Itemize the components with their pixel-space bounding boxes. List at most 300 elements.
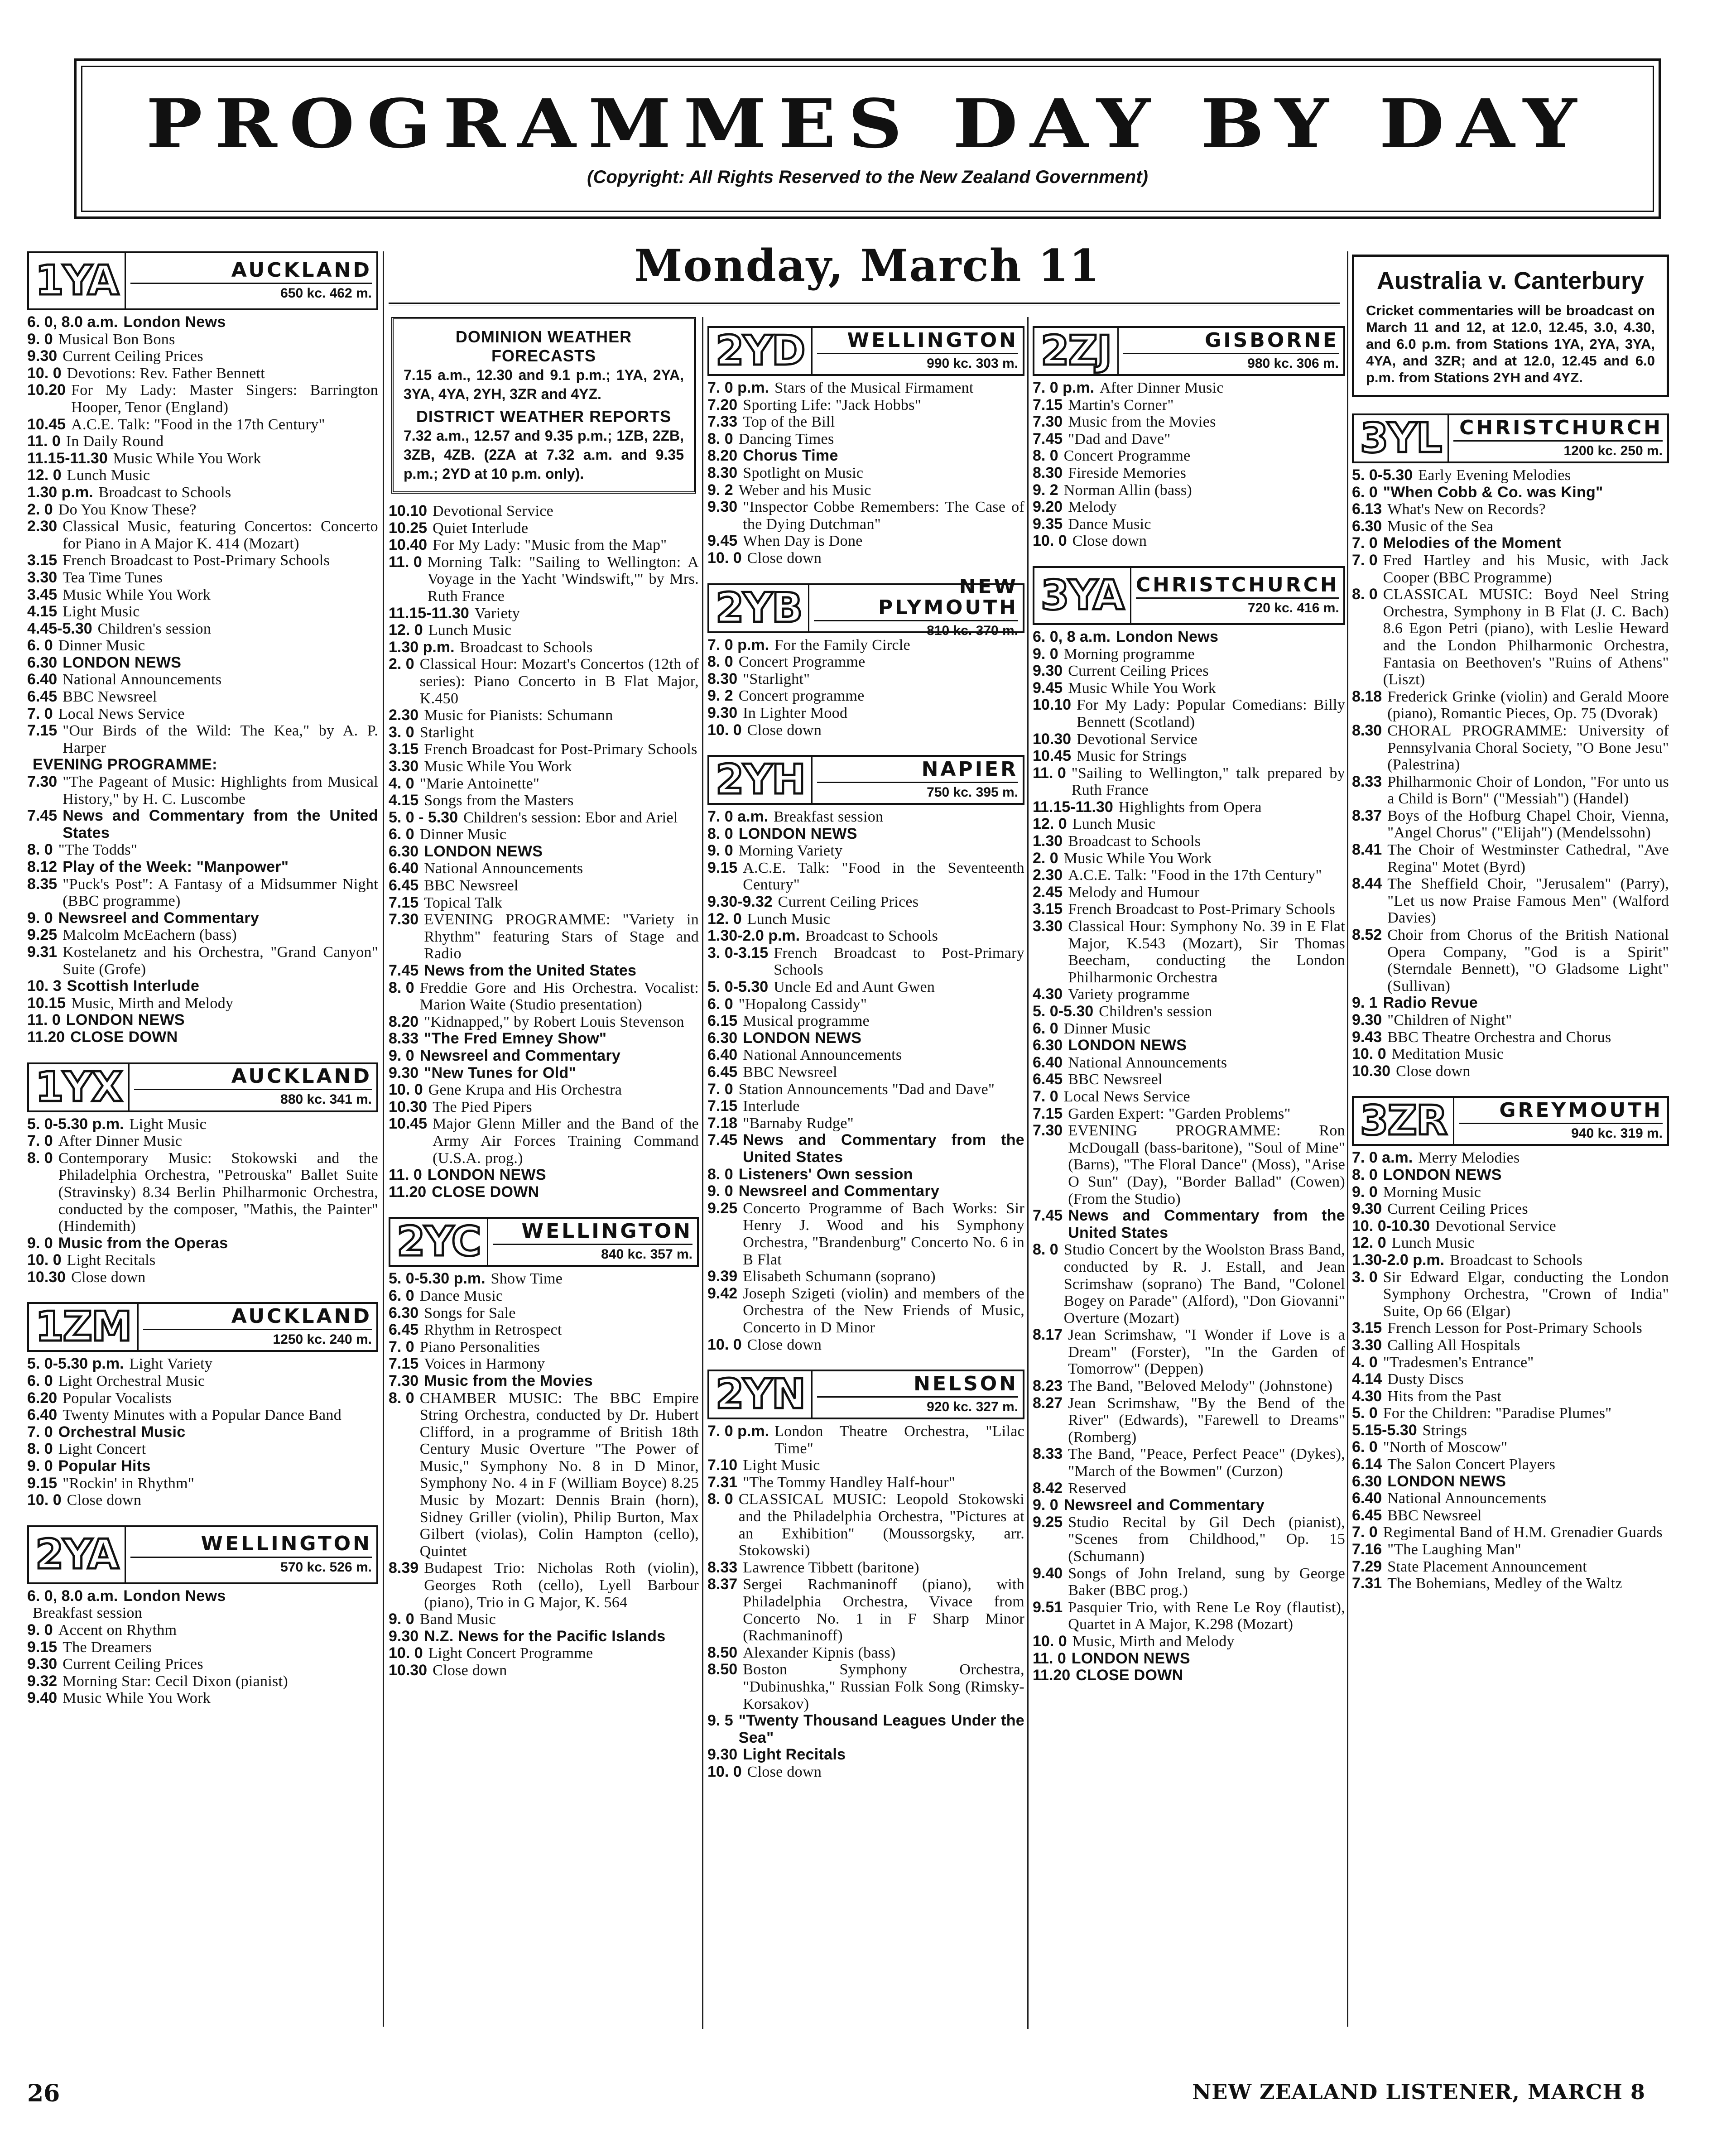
publication-footer: NEW ZEALAND LISTENER, MARCH 8 <box>1192 2080 1645 2104</box>
programme-time: 7.31 <box>1352 1575 1382 1592</box>
programme-entry <box>389 1305 699 1322</box>
programme-title: Concert programme <box>738 687 865 705</box>
programme-title: Devotional Service <box>1077 731 1198 748</box>
programme-time: 8. 0 <box>27 841 53 859</box>
programme-entry <box>27 841 378 859</box>
programme-entry <box>27 586 378 604</box>
programme-entry <box>27 1605 378 1622</box>
programme-title: Broadcast to Schools <box>460 639 593 656</box>
programme-title: Light Music <box>743 1457 820 1474</box>
programme-time: 9. 0 <box>27 1457 53 1475</box>
programme-title: French Broadcast to Post-Primary Schools <box>1068 901 1336 918</box>
programme-entry <box>389 503 699 520</box>
programme-entry <box>27 1012 378 1029</box>
programme-time: 10.30 <box>1033 730 1072 748</box>
programme-entry <box>707 1200 1024 1268</box>
programme-time: 6. 0, 8.0 a.m. <box>27 1587 118 1605</box>
programme-list <box>707 808 1024 1353</box>
programme-time: 7.15 <box>389 1355 419 1373</box>
programme-entry <box>707 397 1024 414</box>
programme-time: 6.30 <box>389 1304 419 1322</box>
programme-entry <box>1033 516 1345 533</box>
programme-title: Popular Vocalists <box>63 1389 172 1407</box>
programme-time: 10.10 <box>389 502 428 519</box>
programme-entry <box>389 809 699 827</box>
column-3 <box>707 326 1024 1781</box>
programme-time: 7. 0 a.m. <box>707 808 769 826</box>
programme-title: Radio Revue <box>1383 994 1478 1012</box>
programme-title: Jean Scrimshaw, "I Wonder if Love is a Dream" (Forster), "In the Garden of Tomorrow" (Deppen) <box>1068 1327 1345 1378</box>
programme-time: 5. 0-5.30 <box>707 978 769 996</box>
programme-entry <box>389 1339 699 1356</box>
masthead <box>74 58 1661 219</box>
programme-time: 12. 0 <box>389 621 423 639</box>
programme-title: Close down <box>433 1662 507 1679</box>
programme-entry <box>1033 748 1345 765</box>
programme-time: 7.16 <box>1352 1541 1382 1558</box>
programme-time: 10.10 <box>1033 696 1072 714</box>
programme-entry <box>1352 1558 1669 1576</box>
programme-title: LONDON NEWS <box>424 842 543 860</box>
programme-title: Weber and his Music <box>738 481 871 499</box>
programme-time: 6.20 <box>27 1389 58 1407</box>
programme-time: 6.40 <box>1033 1053 1063 1071</box>
programme-time: 9. 0 <box>707 1182 733 1200</box>
programme-title: Broadcast to Schools <box>1068 833 1201 850</box>
programme-entry <box>389 911 699 962</box>
programme-title: London News <box>123 313 226 331</box>
programme-entry <box>707 979 1024 996</box>
programme-title: A.C.E. Talk: "Food in the 17th Century" <box>71 416 325 433</box>
station-2ya <box>27 1525 378 1584</box>
station-frequency: 570 kc. 526 m. <box>130 1557 372 1576</box>
programme-time: 8.33 <box>707 1558 738 1576</box>
programme-time: 6.45 <box>389 877 419 894</box>
programme-title: Popular Hits <box>58 1457 151 1475</box>
callsign: 1ZM <box>29 1304 139 1350</box>
programme-time: 7.15 <box>707 1097 738 1115</box>
programme-time: 10. 0 <box>27 364 62 382</box>
programme-entry <box>1033 1071 1345 1088</box>
station-city: AUCKLAND <box>231 258 372 282</box>
programme-entry <box>389 1288 699 1305</box>
programme-time: 4. 0 <box>389 774 414 792</box>
station-city: CHRISTCHURCH <box>1135 573 1339 596</box>
programme-title: State Placement Announcement <box>1387 1558 1587 1575</box>
programme-time: 11.20 <box>1033 1667 1071 1684</box>
column-1 <box>27 251 378 1707</box>
programme-time: 10.25 <box>389 519 428 537</box>
programme-title: Light Recitals <box>743 1746 846 1764</box>
programme-time: 7.45 <box>389 962 419 980</box>
programme-title: "Sailing to Wellington," talk prepared by Ruth France <box>1071 764 1345 799</box>
programme-title: A.C.E. Talk: "Food in the Seventeenth Century" <box>743 859 1024 894</box>
programme-time: 7.15 <box>1033 396 1063 413</box>
programme-list <box>389 1270 699 1679</box>
programme-title: Meditation Music <box>1391 1046 1504 1063</box>
programme-time: 8. 0 <box>1352 1166 1378 1183</box>
programme-title: Morning Talk: "Sailing to Wellington: A Voyage in the Yacht 'Windswift,'" by Mrs. Ruth France <box>427 553 699 605</box>
programme-entry <box>389 877 699 894</box>
programme-title: Music While You Work <box>1068 679 1217 697</box>
station-frequency: 920 kc. 327 m. <box>817 1396 1018 1416</box>
programme-entry <box>27 1441 378 1458</box>
programme-time: 9.43 <box>1352 1028 1382 1046</box>
programme-title: Lawrence Tibbett (baritone) <box>743 1559 919 1576</box>
programme-entry <box>1033 901 1345 918</box>
programme-title: When Day is Done <box>743 533 863 550</box>
page-number: 26 <box>27 2080 60 2107</box>
programme-time: 9.15 <box>27 1474 58 1492</box>
programme-title: London Theatre Orchestra, "Lilac Time" <box>774 1423 1024 1457</box>
station-city: WELLINGTON <box>521 1219 692 1243</box>
station-2yb <box>707 575 1024 639</box>
programme-time: 2. 0 <box>1033 849 1058 867</box>
station-2yc <box>389 1217 699 1267</box>
programme-entry <box>707 705 1024 722</box>
programme-list <box>27 1355 378 1509</box>
programme-entry <box>1352 1405 1669 1422</box>
programme-title: Broadcast to Schools <box>805 928 938 945</box>
programme-entry <box>707 911 1024 928</box>
programme-title: CLOSE DOWN <box>70 1028 178 1046</box>
programme-title: Music While You Work <box>424 758 572 775</box>
programme-time: 11. 0 <box>389 1166 422 1184</box>
programme-entry <box>389 962 699 980</box>
programme-title: Light Music <box>129 1115 207 1133</box>
programme-title: Music from the Movies <box>1068 413 1216 431</box>
programme-title: Accent on Rhythm <box>58 1622 177 1639</box>
programme-time: 7.30 <box>389 1372 419 1389</box>
programme-time: 5. 0-5.30 p.m. <box>389 1270 486 1288</box>
programme-entry <box>389 758 699 775</box>
programme-entry <box>1352 807 1669 841</box>
programme-title: Breakfast session <box>774 808 884 826</box>
programme-title: Scottish Interlude <box>67 977 200 995</box>
programme-time: 6.30 <box>1352 1472 1382 1490</box>
programme-entry <box>27 1690 378 1707</box>
programme-title: Pasquier Trio, with Rene Le Roy (flautist), Quartet in A Major, K.298 (Mozart) <box>1068 1599 1345 1633</box>
programme-time: 9. 0 <box>389 1047 414 1064</box>
programme-time: 11.15-11.30 <box>27 449 108 467</box>
programme-entry <box>27 1622 378 1639</box>
programme-title: Concert Programme <box>1063 447 1191 465</box>
programme-entry <box>707 1644 1024 1662</box>
programme-title: Merry Melodies <box>1418 1149 1520 1167</box>
programme-entry <box>707 413 1024 431</box>
programme-entry <box>389 1014 699 1031</box>
programme-entry <box>27 671 378 688</box>
programme-time: 1.30 <box>1033 832 1063 850</box>
programme-title: Classical Hour: Symphony No. 39 in E Flat Major, K.543 (Mozart), Sir Thomas Beecham, conducting the London Philharmonic Orchestra <box>1068 918 1345 986</box>
programme-entry <box>1352 1439 1669 1456</box>
programme-time: 2.30 <box>389 707 419 724</box>
programme-entry <box>1352 484 1669 501</box>
programme-time: 9.30 <box>1033 662 1063 680</box>
programme-title: Band Music <box>419 1611 496 1628</box>
station-frequency: 1250 kc. 240 m. <box>143 1329 372 1348</box>
programme-title: Music While You Work <box>1063 850 1212 867</box>
programme-time: 7.10 <box>707 1456 738 1474</box>
programme-entry <box>389 1355 699 1373</box>
programme-entry <box>707 1081 1024 1098</box>
programme-time: 6.15 <box>707 1012 738 1030</box>
programme-title: Studio Concert by the Woolston Brass Band, conducted by R. J. Estall, and Jean Scrimshaw (soprano) The Band, "Colonel Bogey on Parade" (Alford), "Don Giovanni" Overture (Mozart) <box>1063 1241 1345 1327</box>
programme-entry <box>27 774 378 807</box>
programme-time: 7. 0 <box>1033 1087 1058 1105</box>
column-divider <box>702 317 703 2029</box>
programme-list <box>1352 1149 1669 1592</box>
programme-title: Voices in Harmony <box>424 1355 545 1373</box>
programme-title: CLASSICAL MUSIC: Boyd Neel String Orchestra, Symphony in B Flat (J. C. Bach) 8.6 Egon Petri (piano), with Leslie Heward and the London Philharmonic Orchestra, Fantasia on Beethoven's "Ruins of Athens" (Liszt) <box>1383 586 1669 688</box>
programme-list <box>1033 380 1345 550</box>
programme-time: 12. 0 <box>27 466 62 484</box>
callsign: 2YH <box>709 757 813 803</box>
programme-entry <box>1352 1235 1669 1252</box>
programme-time: 6.13 <box>1352 500 1382 518</box>
programme-title: Listeners' Own session <box>738 1165 913 1183</box>
station-frequency: 990 kc. 303 m. <box>817 353 1019 372</box>
programme-entry <box>1033 850 1345 867</box>
programme-title: Melody and Humour <box>1068 884 1200 901</box>
programme-title: CLOSE DOWN <box>1076 1667 1183 1684</box>
programme-title: Malcolm McEachern (bass) <box>63 927 237 944</box>
programme-time: 5. 0-5.30 <box>1352 466 1413 484</box>
callsign: 2ZJ <box>1034 328 1119 374</box>
programme-entry <box>1033 1054 1345 1072</box>
programme-title: Light Music <box>63 603 140 620</box>
programme-time: 8. 0 <box>707 1165 733 1183</box>
programme-entry <box>27 1458 378 1475</box>
programme-time: 6.45 <box>707 1063 738 1081</box>
programme-time: 12. 0 <box>707 910 742 928</box>
programme-time: 8.27 <box>1033 1394 1063 1412</box>
programme-title: "North of Moscow" <box>1383 1439 1508 1456</box>
programme-time: 5. 0-5.30 p.m. <box>27 1115 124 1133</box>
programme-title: "New Tunes for Old" <box>424 1064 576 1081</box>
programme-time: 8.52 <box>1352 926 1382 944</box>
programme-time: 10. 0 <box>1033 1632 1067 1650</box>
programme-time: 7.15 <box>27 722 58 740</box>
programme-time: 5. 0-5.30 p.m. <box>27 1355 124 1373</box>
programme-entry <box>707 826 1024 843</box>
programme-title: London News <box>1116 628 1219 645</box>
programme-time: 9.15 <box>27 1638 58 1656</box>
programme-list <box>707 637 1024 739</box>
programme-title: French Lesson for Post-Primary Schools <box>1387 1320 1643 1337</box>
programme-entry <box>389 1081 699 1099</box>
programme-entry <box>707 945 1024 979</box>
programme-time: 10.15 <box>27 994 66 1012</box>
programme-time: 8. 0 <box>707 1490 733 1508</box>
programme-entry <box>389 1065 699 1082</box>
programme-list <box>27 314 378 1046</box>
programme-time: 10. 0-10.30 <box>1352 1217 1430 1235</box>
programme-title: Kostelanetz and his Orchestra, "Grand Canyon" Suite (Grofe) <box>63 943 378 978</box>
station-1zm <box>27 1302 378 1352</box>
programme-time: 2.30 <box>1033 866 1063 884</box>
programme-title: Songs from the Masters <box>424 792 574 809</box>
programme-title: Dusty Discs <box>1387 1371 1464 1388</box>
programme-title: Newsreel and Commentary <box>419 1047 621 1064</box>
programme-title: National Announcements <box>1387 1490 1547 1507</box>
programme-time: 9.45 <box>1033 679 1063 697</box>
programme-title: Local News Service <box>1063 1088 1190 1105</box>
programme-title: BBC Theatre Orchestra and Chorus <box>1387 1029 1611 1046</box>
programme-title: "Marie Antoinette" <box>419 775 540 792</box>
programme-entry <box>27 1029 378 1046</box>
programme-time: 9. 0 <box>389 1610 414 1628</box>
programme-title: "Kidnapped," by Robert Louis Stevenson <box>424 1013 684 1030</box>
column-divider <box>1347 251 1348 2027</box>
programme-entry <box>1033 397 1345 414</box>
programme-title: Studio Recital by Gil Dech (pianist), "Scenes from Childhood," Op. 15 (Schumann) <box>1068 1514 1345 1565</box>
programme-entry <box>389 1048 699 1065</box>
programme-time: 10. 0 <box>1352 1045 1386 1063</box>
programme-title: Dancing Times <box>738 430 834 447</box>
programme-title: Uncle Ed and Aunt Gwen <box>774 979 935 996</box>
programme-time: 8. 0 <box>389 1389 414 1407</box>
programme-title: Topical Talk <box>424 894 503 911</box>
programme-entry <box>389 775 699 793</box>
programme-title: Lunch Music <box>428 622 512 639</box>
programme-title: Strings <box>1422 1422 1467 1439</box>
programme-title: Close down <box>747 721 822 739</box>
programme-time: 6. 0 <box>27 1372 53 1390</box>
programme-entry <box>27 1656 378 1673</box>
programme-entry <box>1352 1320 1669 1337</box>
programme-title: Sporting Life: "Jack Hobbs" <box>743 396 921 413</box>
programme-entry <box>27 1133 378 1150</box>
programme-time: 9.30 <box>389 1064 419 1081</box>
programme-time: 5. 0 - 5.30 <box>389 808 458 826</box>
programme-date: Monday, March 11 <box>634 240 1101 291</box>
programme-time: 10. 0 <box>27 1491 62 1509</box>
programme-entry <box>389 826 699 843</box>
programme-time: 12. 0 <box>1352 1234 1386 1252</box>
programme-title: National Announcements <box>743 1047 902 1064</box>
programme-entry <box>707 431 1024 448</box>
programme-entry <box>1352 518 1669 535</box>
programme-title: Light Orchestral Music <box>58 1373 205 1390</box>
programme-title: In Daily Round <box>66 433 164 450</box>
programme-title: Budapest Trio: Nicholas Roth (violin), Georges Roth (cello), Lyell Barbour (piano), Trio in G Major, K. 564 <box>424 1560 699 1611</box>
programme-time: 9.30 <box>389 1627 419 1645</box>
programme-title: Frederick Grinke (violin) and Gerald Moore (piano), Romantic Pieces, Op. 75 (Dvorak) <box>1387 688 1669 722</box>
programme-title: Lunch Music <box>1391 1235 1475 1252</box>
programme-time: 7.29 <box>1352 1557 1382 1575</box>
programme-title: In Lighter Mood <box>743 704 848 721</box>
programme-title: The Pied Pipers <box>433 1098 532 1115</box>
page-title: PROGRAMMES DAY BY DAY <box>146 84 1589 163</box>
programme-time: 9. 2 <box>707 481 733 499</box>
programme-title: French Broadcast to Post-Primary Schools <box>774 944 1024 979</box>
programme-time: 7.30 <box>1033 413 1063 431</box>
programme-entry <box>389 724 699 741</box>
programme-title: LONDON NEWS <box>1387 1472 1506 1490</box>
programme-entry <box>389 1373 699 1390</box>
programme-title: Freddie Gore and His Orchestra. Vocalist: Marion Waite (Studio presentation) <box>419 979 699 1014</box>
programme-entry <box>707 1746 1024 1764</box>
programme-entry <box>389 1030 699 1048</box>
programme-time: 7. 0 p.m. <box>707 636 769 654</box>
programme-time: 7. 0 <box>1352 534 1378 552</box>
programme-entry <box>389 1611 699 1628</box>
programme-title: Sir Edward Elgar, conducting the London Symphony Orchestra, "Crown of India" Suite, Op 66 (Elgar) <box>1383 1269 1669 1320</box>
programme-time: 7.31 <box>707 1473 738 1491</box>
programme-entry <box>27 1235 378 1252</box>
programme-entry <box>27 1407 378 1424</box>
programme-time: 8.33 <box>389 1030 419 1048</box>
programme-title: News from the United States <box>424 962 637 980</box>
programme-title: News and Commentary from the United States <box>63 807 378 841</box>
programme-time: 7.45 <box>1033 1207 1063 1225</box>
programme-time: 9.25 <box>1033 1513 1063 1531</box>
programme-entry <box>1352 1149 1669 1167</box>
programme-title: "Children of Night" <box>1387 1012 1512 1029</box>
programme-entry <box>389 1115 699 1167</box>
callsign: 3YA <box>1034 568 1131 623</box>
programme-time: 8.12 <box>27 858 58 875</box>
programme-title: Devotions: Rev. Father Bennett <box>67 365 265 382</box>
programme-time: 10. 0 <box>1033 532 1067 550</box>
programme-entry <box>27 348 378 365</box>
programme-time: 7.15 <box>389 894 419 911</box>
programme-time: 4. 0 <box>1352 1353 1378 1371</box>
programme-title: BBC Newsreel <box>424 877 519 894</box>
programme-title: Music, Mirth and Melody <box>1072 1633 1235 1650</box>
programme-time: 6.30 <box>707 1029 738 1047</box>
programme-entry <box>1352 688 1669 722</box>
programme-entry <box>707 1661 1024 1712</box>
programme-entry <box>1033 465 1345 482</box>
programme-time: 7. 0 p.m. <box>707 379 769 396</box>
programme-entry <box>1033 1480 1345 1497</box>
programme-time: 3. 0-3.15 <box>707 944 769 961</box>
station-frequency: 720 kc. 416 m. <box>1136 597 1339 617</box>
programme-time: 11. 0 <box>1033 764 1066 782</box>
station-city: WELLINGTON <box>847 328 1018 352</box>
programme-entry <box>1033 1446 1345 1480</box>
programme-entry <box>389 894 699 912</box>
programme-entry <box>389 1628 699 1645</box>
programme-entry <box>707 1098 1024 1115</box>
programme-time: 8.37 <box>1352 807 1382 824</box>
programme-time: 9.25 <box>27 926 58 944</box>
column-divider <box>383 251 384 2027</box>
programme-time: 8.30 <box>707 464 738 481</box>
programme-entry <box>389 980 699 1014</box>
programme-time: 6. 0 <box>1352 1438 1378 1456</box>
programme-title: Morning Variety <box>738 842 843 860</box>
programme-time: 3.30 <box>27 568 58 586</box>
programme-time: 6.30 <box>27 654 58 671</box>
programme-title: Lunch Music <box>67 467 150 484</box>
programme-entry <box>389 520 699 537</box>
programme-time: 8.17 <box>1033 1326 1063 1344</box>
programme-entry <box>389 1560 699 1611</box>
programme-time: 10.30 <box>389 1662 428 1679</box>
programme-title: Devotional Service <box>433 503 554 519</box>
programme-time: 7. 0 <box>1352 1524 1378 1541</box>
programme-entry <box>27 859 378 876</box>
station-frequency: 750 kc. 395 m. <box>817 782 1018 801</box>
programme-time: 10. 0 <box>707 549 742 567</box>
programme-time: 7. 0 <box>27 1423 53 1441</box>
programme-entry <box>1033 1599 1345 1633</box>
programme-entry <box>389 605 699 622</box>
programme-title: For the Children: "Paradise Plumes" <box>1383 1405 1612 1422</box>
